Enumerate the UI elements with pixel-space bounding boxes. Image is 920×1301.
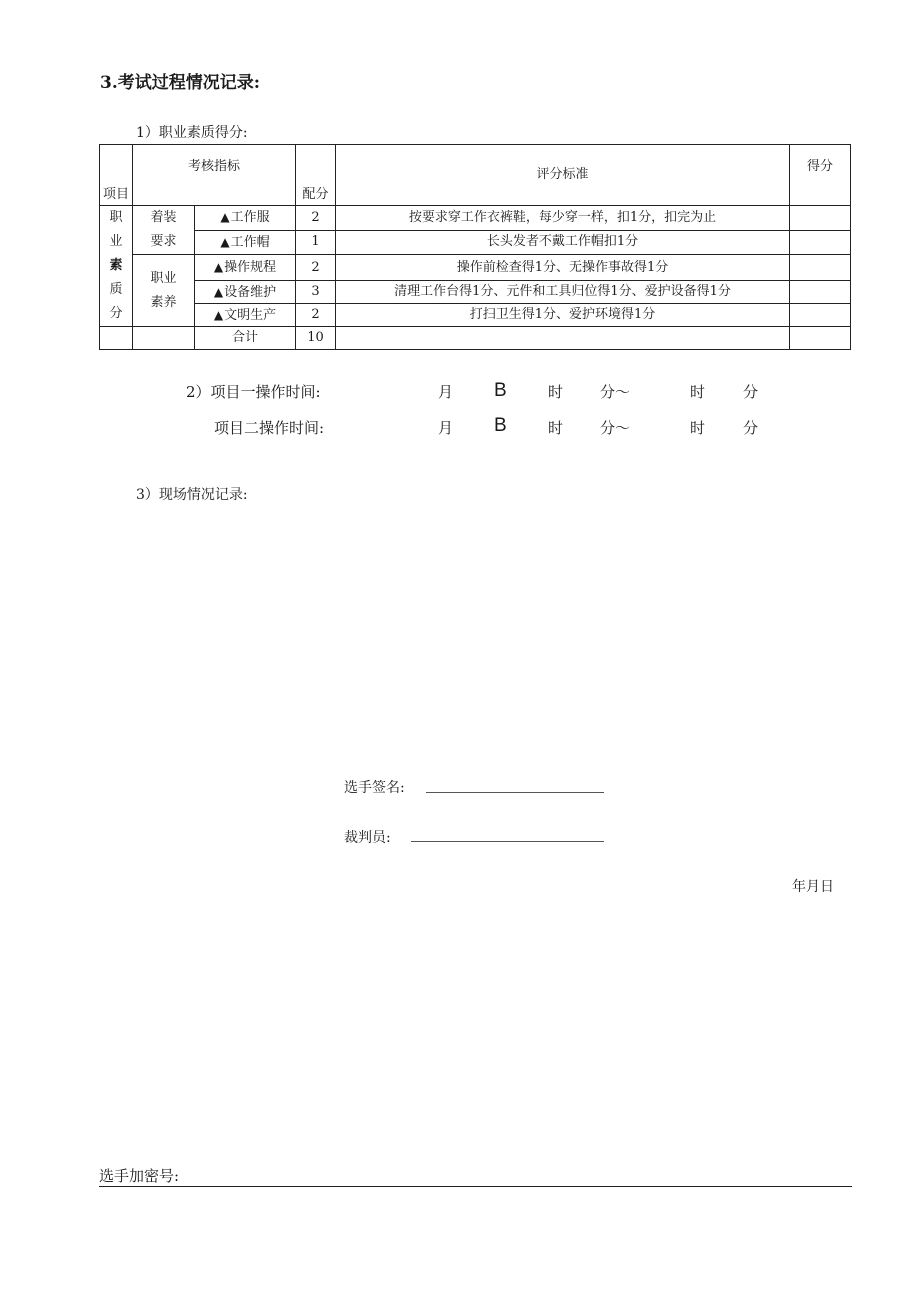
header-item: 项目 [100,145,133,206]
header-criteria: 评分标准 [336,145,790,206]
part1-title: 1）职业素质得分: [136,125,248,141]
criteria-cell: 操作前检查得1分、无操作事故得1分 [336,255,790,281]
time-month-1: 月 [438,383,454,401]
score-input-cell[interactable] [790,281,851,304]
group-quality: 职业 素养 [133,255,195,327]
indicator-cell: ▲操作规程 [195,255,296,281]
footer-line[interactable] [99,1186,852,1187]
indicator-cell: ▲工作服 [195,206,296,231]
criteria-cell: 长头发者不戴工作帽扣1分 [336,230,790,255]
table-row [100,304,851,327]
empty-cell [100,327,133,350]
total-score-input-cell[interactable] [790,327,851,350]
time-hour-2: 时 [548,419,564,437]
triangle-marker: ▲ [220,234,230,249]
points-cell: 2 [296,255,336,281]
group-dress: 着装 要求 [133,206,195,255]
points-cell: 1 [296,230,336,255]
empty-cell [133,327,195,350]
total-label: 合计 [195,327,296,350]
score-input-cell[interactable] [790,230,851,255]
time-label-1: 2）项目一操作时间: [186,383,321,401]
points-cell: 2 [296,206,336,231]
header-points: 配分 [296,145,336,206]
criteria-cell: 按要求穿工作衣裤鞋，每少穿一样，扣1分，扣完为止 [336,206,790,231]
table-row [100,255,851,281]
time-day-1: B [494,380,507,401]
table-total-row [100,327,851,350]
indicator-cell: ▲设备维护 [195,281,296,304]
player-signature-label: 选手签名: [344,780,405,796]
triangle-marker: ▲ [213,284,224,299]
time-day-2: B [494,415,507,436]
judge-signature-label: 裁判员: [344,830,391,846]
triangle-marker: ▲ [220,210,230,225]
time-hour2-1: 时 [690,383,706,401]
triangle-marker: ▲ [213,260,224,274]
time-hour2-2: 时 [690,419,706,437]
table-header-row [100,145,851,206]
time-minute-2: 分～ [600,419,631,437]
time-month-2: 月 [438,419,454,437]
criteria-cell: 打扫卫生得1分、爱护环境得1分 [336,304,790,327]
header-score: 得分 [790,145,851,206]
time-minute-1: 分～ [600,383,631,401]
indicator-cell: ▲文明生产 [195,304,296,327]
criteria-cell: 清理工作台得1分、元件和工具归位得1分、爱护设备得1分 [336,281,790,304]
date-text: 年月日 [792,879,834,895]
section-title: 3.考试过程情况记录: [100,73,261,93]
time-minute2-2: 分 [743,419,759,437]
time-hour-1: 时 [548,383,564,401]
table-row [100,230,851,255]
header-indicator: 考核指标 [133,145,296,206]
time-minute2-1: 分 [743,383,759,401]
judge-signature-field[interactable] [411,841,604,842]
triangle-marker: ▲ [213,307,224,322]
footer-label: 选手加密号: [99,1167,180,1185]
score-input-cell[interactable] [790,255,851,281]
time-label-2: 项目二操作时间: [214,419,325,437]
score-input-cell[interactable] [790,304,851,327]
part3-title: 3）现场情况记录: [136,487,248,503]
category-cell: 职 业 素 质 分 [100,206,133,327]
indicator-cell: ▲工作帽 [195,230,296,255]
points-cell: 2 [296,304,336,327]
total-points: 10 [296,327,336,350]
score-table [99,144,851,350]
score-input-cell[interactable] [790,206,851,231]
player-signature-field[interactable] [426,792,604,793]
table-row [100,281,851,304]
empty-cell [336,327,790,350]
table-row [100,206,851,231]
points-cell: 3 [296,281,336,304]
